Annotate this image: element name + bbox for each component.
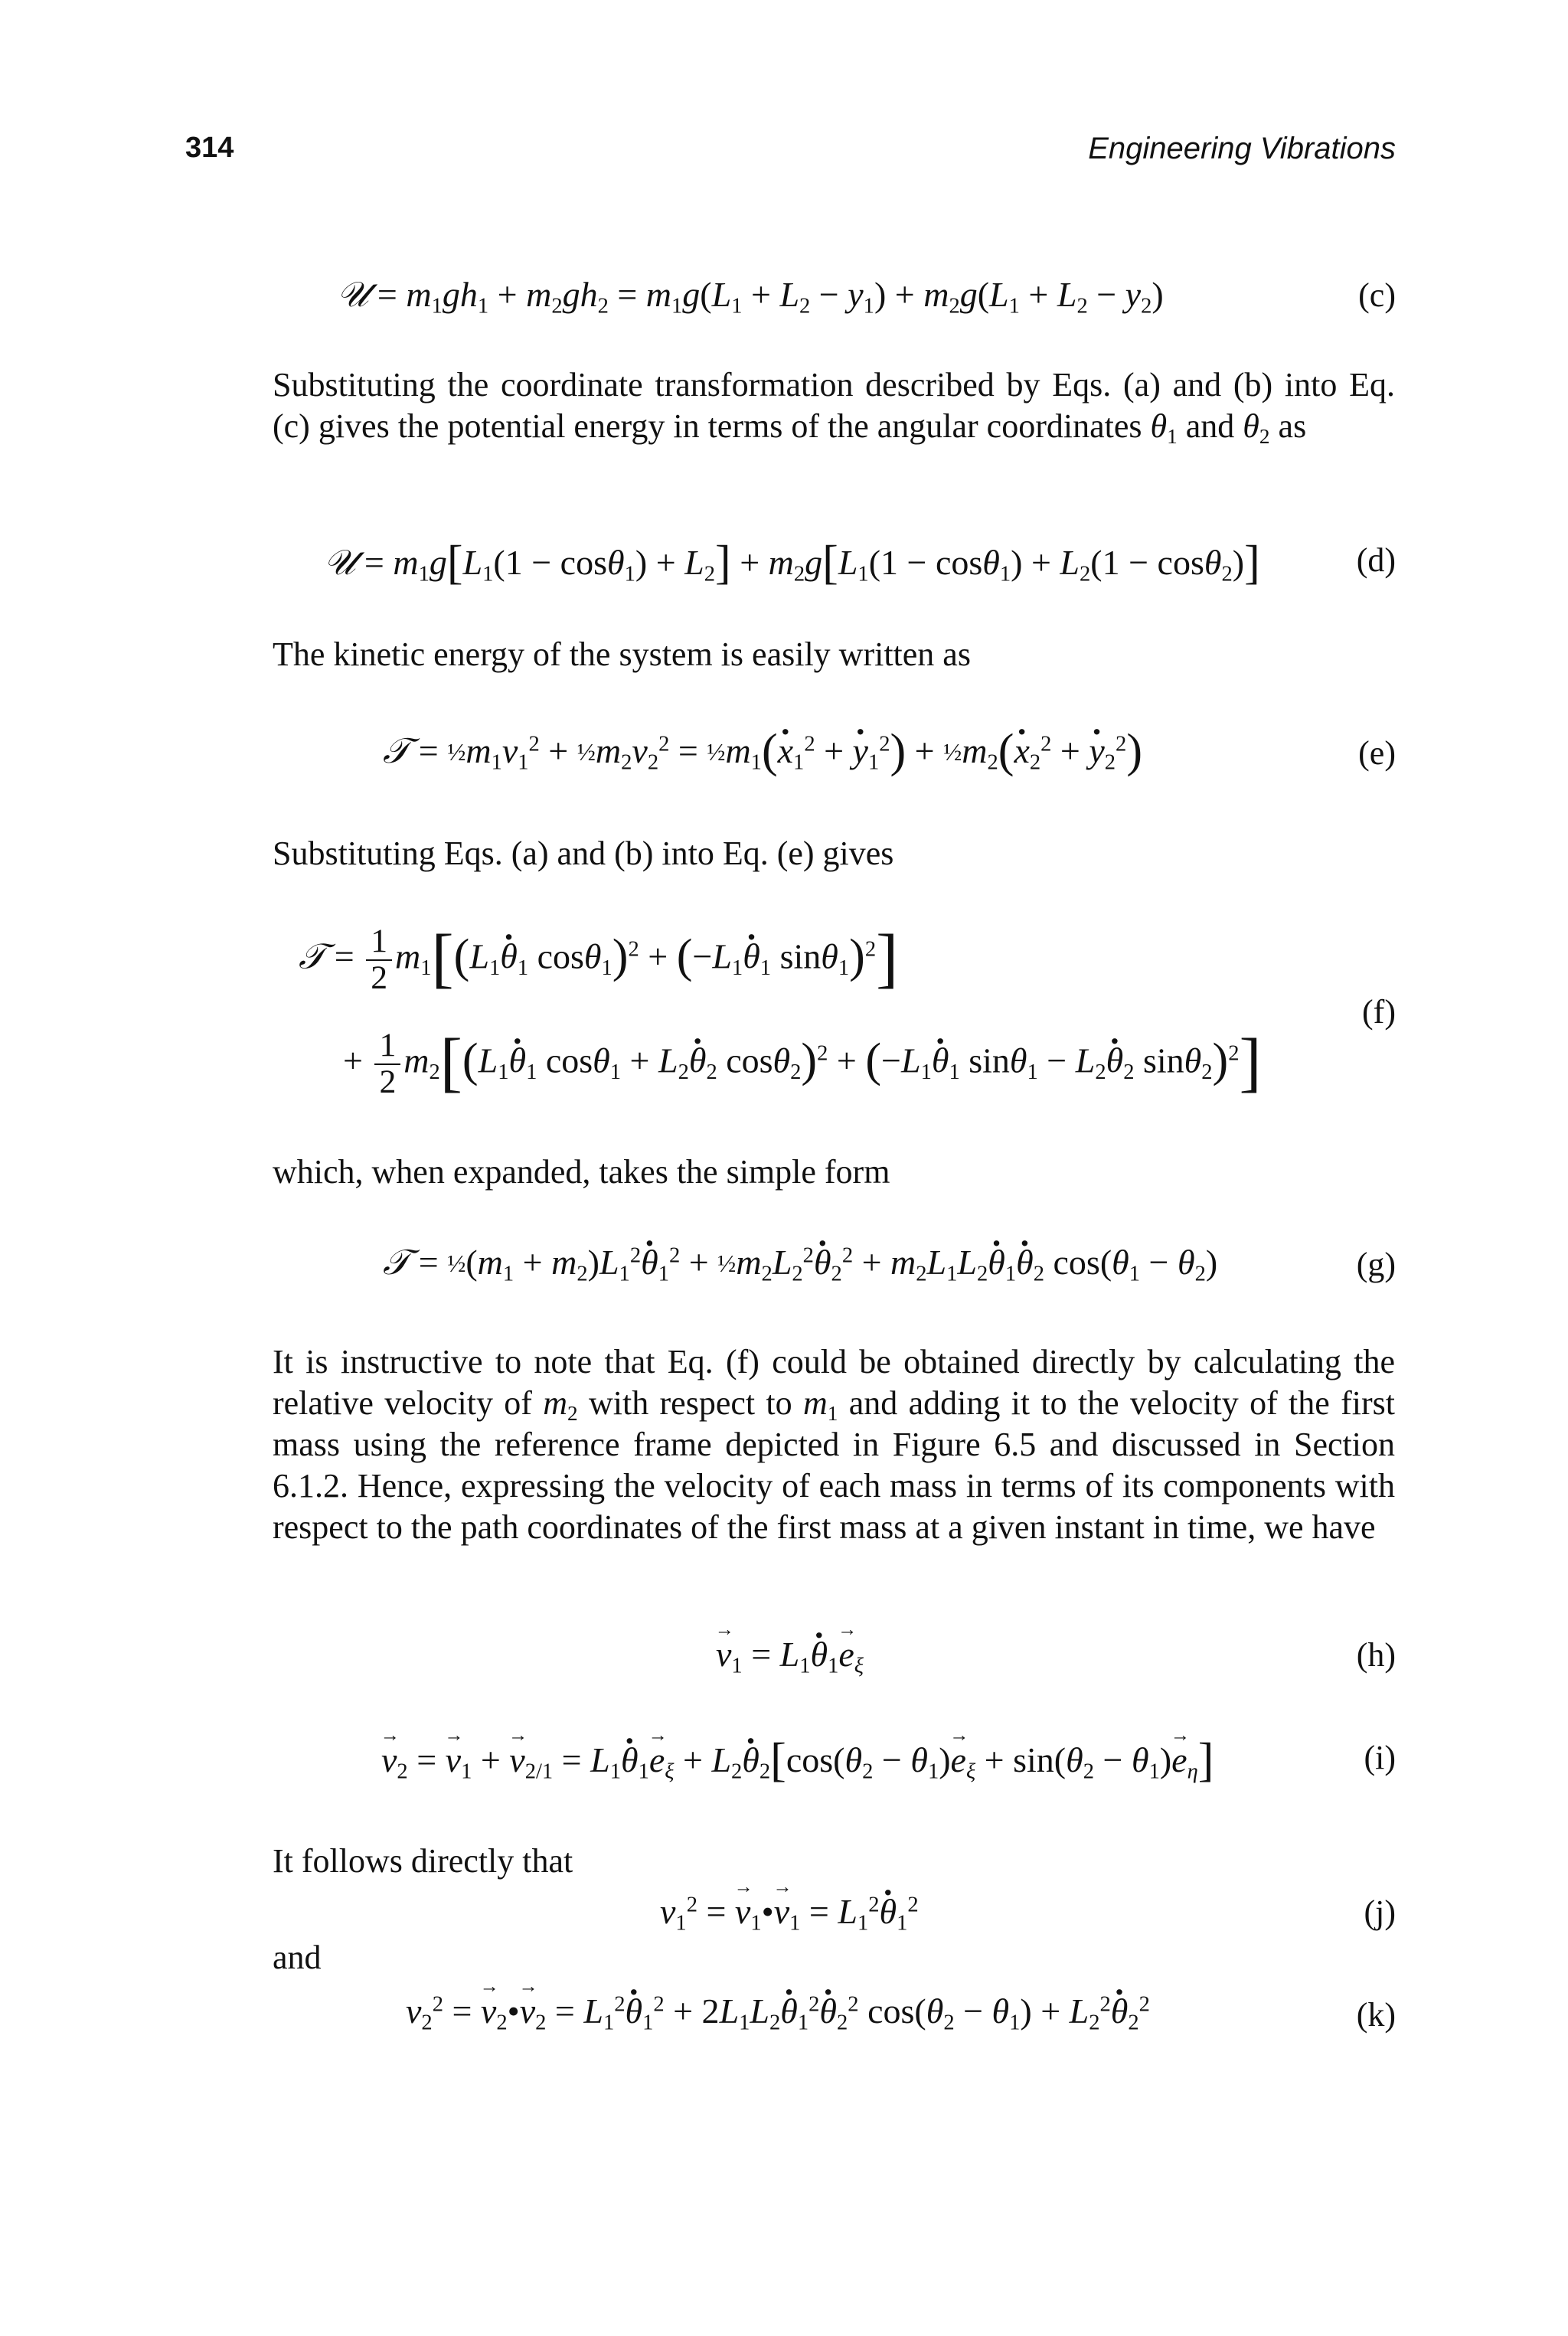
equation-label-j: (j)	[1364, 1893, 1396, 1931]
equation-label-k: (k)	[1356, 1996, 1396, 2034]
paragraph-kinetic-energy: The kinetic energy of the system is easily written as	[273, 635, 971, 673]
equation-label-f: (f)	[1362, 993, 1396, 1031]
equation-k: $v_2^2$ = → $v_2•\to v_2 = L_1^2\cdot \theta_1^2 + 2L_1L_2\cdot \theta_1^2\cdot \theta_2^2$ $\cos(\theta_2 - \theta_1) + L_2^2\cdot \theta_2^2$	[406, 1991, 1150, 2031]
paragraph-and: and	[273, 1939, 322, 1976]
paragraph-relative-velocity: It is instructive to note that Eq. (f) could be obtained directly by calculating the relative velocity of $m_2$ with respect to $m_1$ and adding it to the velocity of the first mass using the reference frame depicted in Figure 6.5 and discussed in Section 6.1.2. Hence, expressing the velocity of each mass in terms of its components with respect to the path coordinates of the first mass at a given instant in time, we have	[273, 1343, 1395, 1546]
equation-label-h: (h)	[1356, 1636, 1396, 1674]
equation-d: 𝒰 = $m_1g[L_1(1 - \cos\theta_1) + L_2] + m_2g[L_1(1 - \cos\theta_1) + L_2(1 - \cos\theta_2)]$	[324, 537, 1260, 589]
equation-label-d: (d)	[1356, 541, 1396, 579]
equation-label-c: (c)	[1358, 276, 1396, 314]
equation-label-e: (e)	[1358, 734, 1396, 772]
equation-i: → $v_2$ = → $v_1$ + → $v_{2/1} = L_1\cdot \theta_1\to e_\xi + L_2\cdot \theta_2[\cos(\theta_2 - \theta_1)\to e_\xi + \sin(\theta_2 - \theta_1)\to e_\eta]$	[381, 1733, 1214, 1788]
paragraph-expanded: which, when expanded, takes the simple form	[273, 1153, 890, 1191]
equation-label-g: (g)	[1356, 1246, 1396, 1283]
equation-c: 𝒰 = $m_1gh_1 + m_2gh_2 = m_1g(L_1 + L_2 - y_1) + m_2g(L_1 + L_2 - y_2)$	[337, 275, 1164, 319]
paragraph-substitute-e: Substituting Eqs. (a) and (b) into Eq. (e) gives	[273, 835, 894, 872]
equation-g: 𝒯 = $\frac{1}{2}(m_1 + m_2)L_1^2\cdot \theta_1^2$ + $\frac{1}{2}m_2L_2^2\cdot \theta_2^2 + m_2L_1L_2\cdot \theta_1\cdot \theta_2$ $\cos(\theta_1 - \theta_2)$	[383, 1242, 1217, 1284]
equation-label-i: (i)	[1364, 1739, 1396, 1776]
paragraph-follows: It follows directly that	[273, 1842, 573, 1880]
running-title: Engineering Vibrations	[1088, 132, 1396, 165]
equation-h: → $v_1 = L_1\cdot \theta_1\to e_\xi$	[716, 1634, 864, 1674]
page-number: 314	[185, 132, 234, 164]
paragraph-potential-energy: Substituting the coordinate transformation described by Eqs. (a) and (b) into Eq. (c) gives the potential energy in terms of the angular coordinates $\theta_1$ and $\theta_2$ as	[273, 366, 1395, 449]
equation-f-line-2: + $\frac{1}{2}$ $m_2[(L_1\cdot \theta_1$ $\cos\theta_1 + L_2\cdot \theta_2$ $\cos\theta_2)^2 + (-L_1\cdot \theta_1$ $\sin\theta_1 - L_2\cdot \theta_2$ sinθ$_2$)$^2$]	[343, 1023, 1262, 1100]
equation-f-line-1: 𝒯 = $\frac{1}{2}$ $m_1[(L_1\cdot \theta_1$ $\cos\theta_1)^2 + (-L_1\cdot \theta_1$ sinθ$_1$)$^2$]	[299, 919, 898, 996]
equation-e: 𝒯 = $\frac{1}{2}m_1v_1^2$ + $\frac{1}{2}m_2v_2^2$ = $\frac{1}{2}m_1(\cdot x_1^2$ + · $y_1^2$) + $\frac{1}{2}m_2(\cdot x_2^2$ + · $y_2^2$)	[383, 724, 1142, 779]
equation-j: $v_1^2$ = → $v_1•\to v_1 = L_1^2\cdot \theta_1^2$	[660, 1891, 919, 1932]
